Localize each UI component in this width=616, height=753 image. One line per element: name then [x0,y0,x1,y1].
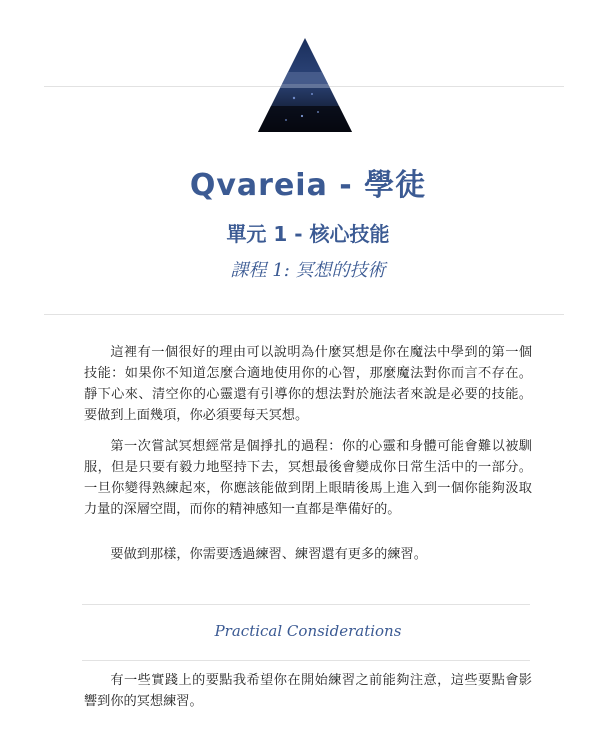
body-paragraph-2: 第一次嘗試冥想經常是個掙扎的過程：你的心靈和身體可能會難以被馴服，但是只要有毅力地堅持下去，冥想最後會變成你日常生活中的一部分。一旦你變得熟練起來，你應該能做到閉上眼睛後馬上進入到一個你能夠汲取力量的深層空間，而你的精神感知一直都是準備好的。 [84,439,532,517]
module-title: 單元 1 - 核心技能 [226,222,390,246]
section-rule [44,314,564,315]
body-paragraph-1: 這裡有一個很好的理由可以說明為什麼冥想是你在魔法中學到的第一個技能：如果你不知道怎麼合適地使用你的心智，那麼魔法對你而言不存在。靜下心來、清空你的心靈還有引導你的想法對於施法者來說是必要的技能。要做到上面幾項，你必須要每天冥想。 [84,345,532,423]
lesson-title: 課程 1: 冥想的技術 [230,260,386,281]
page-title: Qvareia - 學徒 [189,168,427,203]
practical-paragraph: 有一些實踐上的要點我希望你在開始練習之前能夠注意，這些要點會影響到你的冥想練習。 [84,673,532,709]
body-paragraph-3: 要做到那樣，你需要透過練習、練習還有更多的練習。 [110,547,427,562]
practical-heading: Practical Considerations [214,622,402,640]
pyramid-logo-icon [256,36,354,134]
practical-top-rule [82,604,530,605]
practical-bottom-rule [82,660,530,661]
